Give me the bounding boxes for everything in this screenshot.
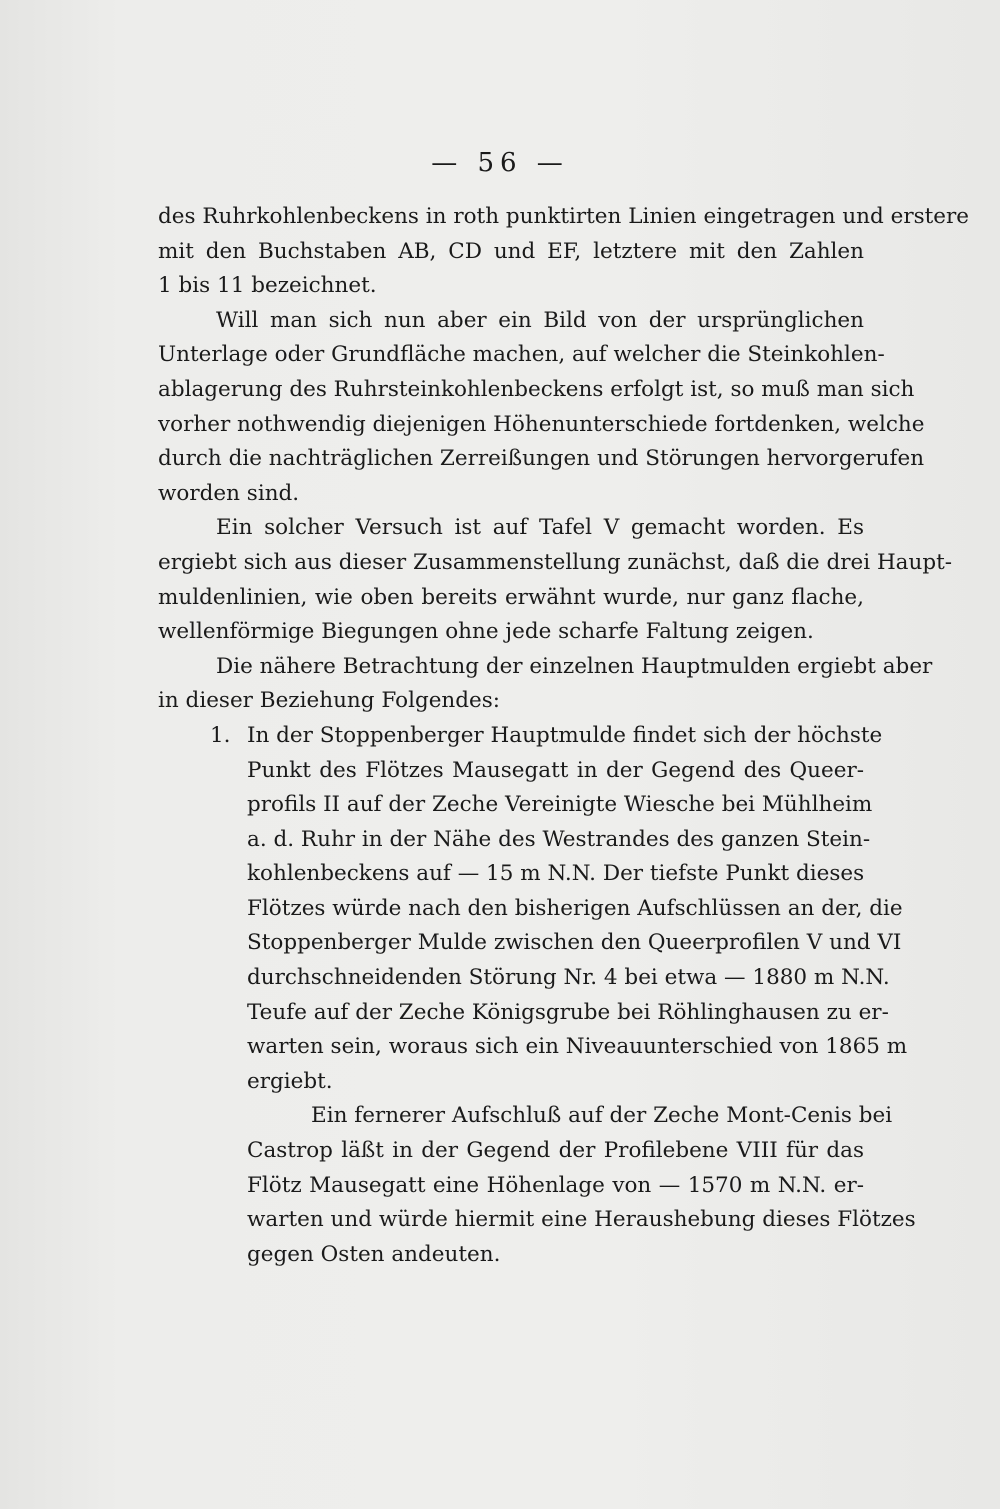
text-line: Stoppenberger Mulde zwischen den Queerprofilen V und VI [247, 930, 902, 956]
body-text [158, 200, 970, 1272]
text-line: vorher nothwendig diejenigen Höhenunterschiede fortdenken, welche [158, 411, 925, 437]
text-line: des Ruhrkohlenbeckens in roth punktirten Linien eingetragen und erstere [158, 204, 970, 229]
text-line: profils II auf der Zeche Vereinigte Wiesche bei Mühlheim [247, 792, 873, 818]
text-line: wellenförmige Biegungen ohne jede scharfe Faltung zeigen. [158, 619, 814, 645]
list-item-number: 1. [210, 722, 231, 748]
text-line: in dieser Beziehung Folgendes: [158, 688, 501, 714]
text-line: Unterlage oder Grundfläche machen, auf welcher die Steinkohlen- [158, 342, 885, 368]
text-line: Die nähere Betrachtung der einzelnen Hauptmulden ergiebt aber [216, 653, 933, 679]
text-line: Punkt des Flötzes Mausegatt in der Gegend des Queer- [247, 757, 864, 783]
text-line: durch die nachträglichen Zerreißungen und Störungen hervorgerufen [158, 446, 925, 472]
text-line: Flötzes würde nach den bisherigen Aufschlüssen an der, die [247, 895, 903, 921]
text-line: gegen Osten andeuten. [247, 1241, 501, 1267]
text-line: ablagerung des Ruhrsteinkohlenbeckens erfolgt ist, so muß man sich [158, 376, 915, 402]
text-line: durchschneidenden Störung Nr. 4 bei etwa — 1880 m N.N. [247, 965, 890, 991]
text-line: Ein solcher Versuch ist auf Tafel V gemacht worden. Es [216, 515, 864, 541]
page-number: — 56 — [431, 148, 569, 178]
text-line: mit den Buchstaben AB, CD und EF, letztere mit den Zahlen [158, 238, 864, 264]
text-line: Will man sich nun aber ein Bild von der ursprünglichen [216, 307, 864, 333]
list-item [210, 719, 916, 1273]
text-line: Flötz Mausegatt eine Höhenlage von — 1570 m N.N. er- [247, 1172, 864, 1198]
text-line: warten und würde hiermit eine Heraushebung dieses Flötzes [247, 1207, 916, 1233]
text-line: kohlenbeckens auf — 15 m N.N. Der tiefste Punkt dieses [247, 861, 865, 887]
text-line: Castrop läßt in der Gegend der Profilebene VIII für das [247, 1138, 864, 1164]
text-line: ergiebt. [247, 1068, 333, 1094]
text-line: muldenlinien, wie oben bereits erwähnt wurde, nur ganz flache, [158, 584, 864, 610]
text-line: Teufe auf der Zeche Königsgrube bei Röhlinghausen zu er- [247, 999, 889, 1025]
text-line: ergiebt sich aus dieser Zusammenstellung zunächst, daß die drei Haupt- [158, 549, 953, 575]
text-line: In der Stoppenberger Hauptmulde findet sich der höchste [247, 722, 883, 748]
text-line: warten sein, woraus sich ein Niveauunterschied von 1865 m [247, 1034, 908, 1060]
text-line: worden sind. [158, 480, 300, 506]
text-line: a. d. Ruhr in der Nähe des Westrandes des ganzen Stein- [247, 826, 871, 852]
text-line: 1 bis 11 bezeichnet. [158, 273, 377, 299]
text-line: Ein fernerer Aufschluß auf der Zeche Mont-Cenis bei [311, 1103, 893, 1129]
